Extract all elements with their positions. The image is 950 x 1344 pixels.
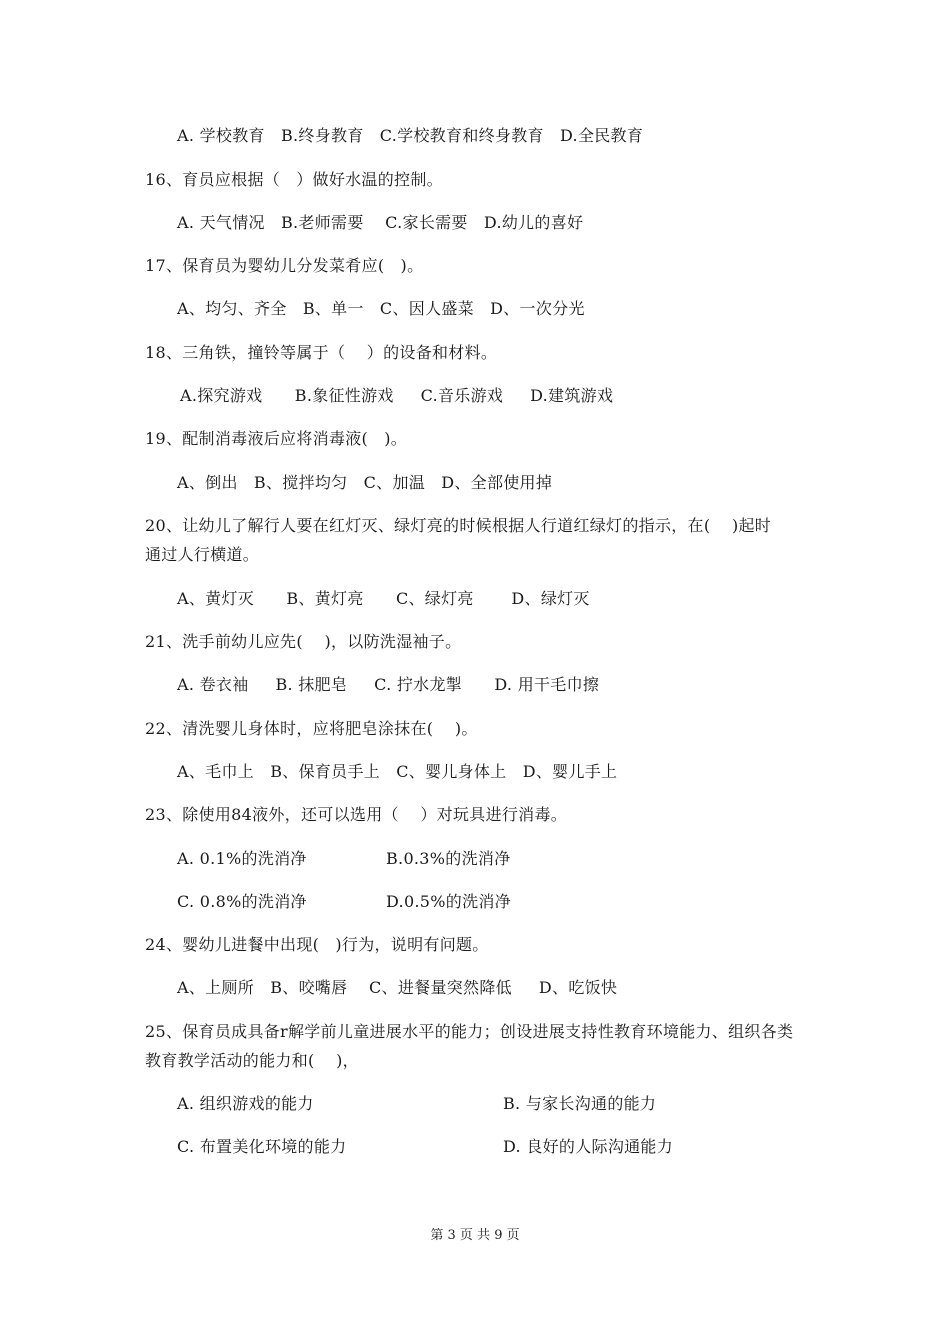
q19-options: A、倒出 B、搅拌均匀 C、加温 D、全部使用掉 xyxy=(177,473,553,492)
q25-option-d: D. 良好的人际沟通能力 xyxy=(503,1137,674,1156)
q23-option-a: A. 0.1%的洗消净 xyxy=(177,849,307,868)
q24-question: 24、婴幼儿进餐中出现( )行为，说明有问题。 xyxy=(145,935,489,954)
q22-question: 22、清洗婴儿身体时，应将肥皂涂抹在( )。 xyxy=(145,719,478,738)
q25-option-a: A. 组织游戏的能力 xyxy=(177,1094,314,1113)
q16-options: A. 天气情况 B.老师需要 C.家长需要 D.幼儿的喜好 xyxy=(177,213,584,232)
q21-options: A. 卷衣袖 B. 抹肥皂 C. 拧水龙掣 D. 用干毛巾擦 xyxy=(177,675,600,694)
q21-question: 21、洗手前幼儿应先( )，以防洗湿袖子。 xyxy=(145,632,462,651)
q19-question: 19、配制消毒液后应将消毒液( )。 xyxy=(145,429,408,448)
q23-option-c: C. 0.8%的洗消净 xyxy=(177,892,307,911)
q23-option-b: B.0.3%的洗消净 xyxy=(386,849,511,868)
q24-options: A、上厕所 B、咬嘴唇 C、进餐量突然降低 D、吃饭快 xyxy=(177,978,618,997)
q20-question-line2: 通过人行横道。 xyxy=(145,545,260,564)
q17-question: 17、保育员为婴幼儿分发菜肴应( )。 xyxy=(145,256,424,275)
q18-question: 18、三角铁，撞铃等属于（ ）的设备和材料。 xyxy=(145,343,498,362)
q20-question-line1: 20、让幼儿了解行人要在红灯灭、绿灯亮的时候根据人行道红绿灯的指示，在( )起时 xyxy=(145,516,772,535)
q25-option-b: B. 与家长沟通的能力 xyxy=(503,1094,657,1113)
q18-options: A.探究游戏 B.象征性游戏 C.音乐游戏 D.建筑游戏 xyxy=(180,386,614,405)
q25-question-line1: 25、保育员成具备r解学前儿童进展水平的能力；创设进展支持性教育环境能力、组织各类 xyxy=(145,1022,794,1041)
q22-options: A、毛巾上 B、保育员手上 C、婴儿身体上 D、婴儿手上 xyxy=(177,762,618,781)
q23-option-d: D.0.5%的洗消净 xyxy=(386,892,511,911)
q23-question: 23、除使用84液外，还可以选用（ ）对玩具进行消毒。 xyxy=(145,805,568,824)
q25-option-c: C. 布置美化环境的能力 xyxy=(177,1137,347,1156)
q20-options: A、黄灯灭 B、黄灯亮 C、绿灯亮 D、绿灯灭 xyxy=(177,589,590,608)
q16-question: 16、育员应根据（ ）做好水温的控制。 xyxy=(145,170,443,189)
q17-options: A、均匀、齐全 B、单一 C、因人盛菜 D、一次分光 xyxy=(177,299,585,318)
q15-options: A. 学校教育 B.终身教育 C.学校教育和终身教育 D.全民教育 xyxy=(177,126,644,145)
page-number-footer: 第 3 页 共 9 页 xyxy=(430,1228,520,1243)
q25-question-line2: 教育教学活动的能力和( )， xyxy=(145,1051,359,1070)
